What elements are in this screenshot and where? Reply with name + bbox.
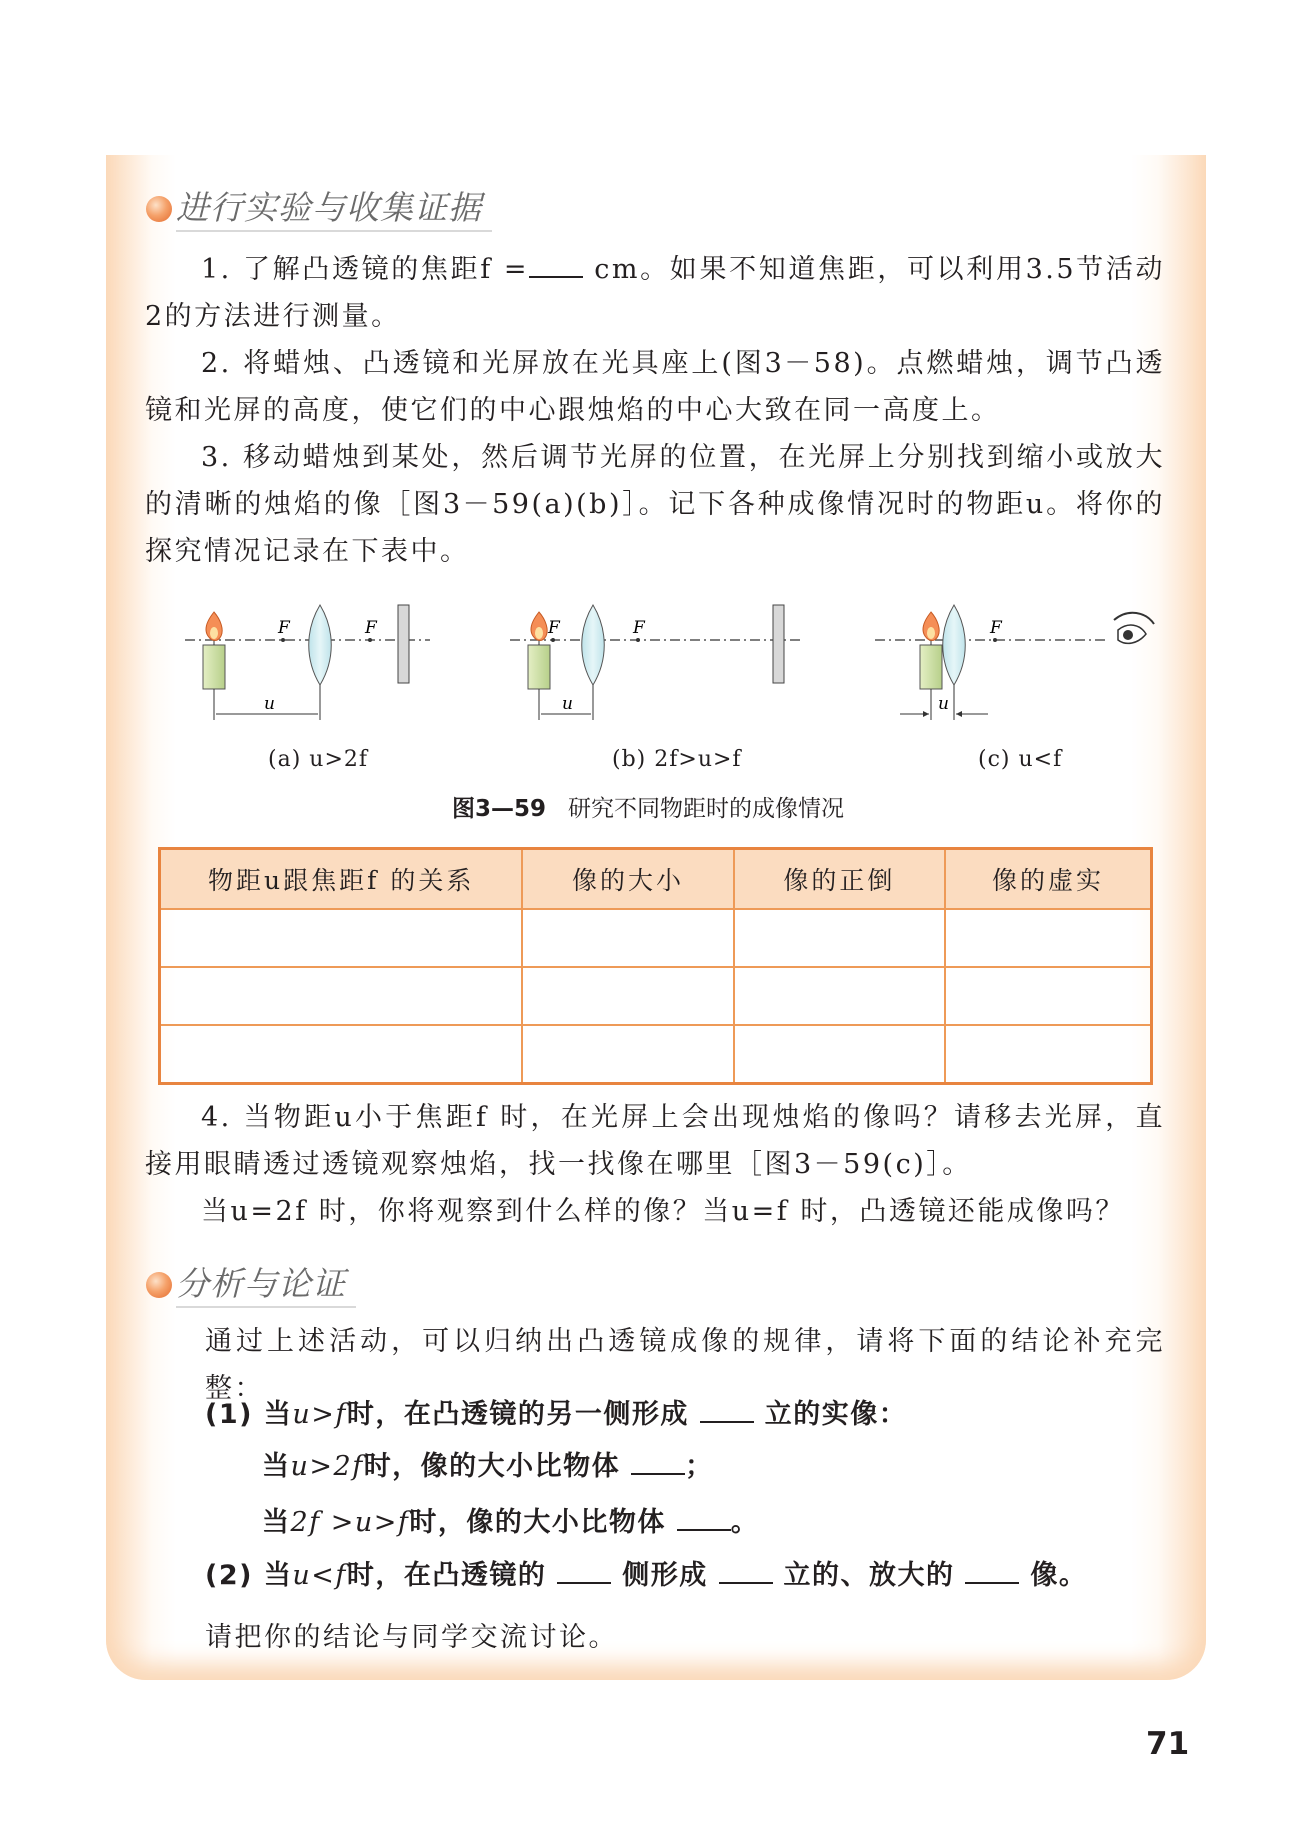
record-table bbox=[158, 847, 1153, 1085]
diagram-a bbox=[185, 605, 430, 720]
convex-lens-icon bbox=[309, 605, 332, 685]
step-2: 2. 将蜡烛、凸透镜和光屏放在光具座上(图3－58)。点燃蜡烛，调节凸透镜和光屏的高度，使它们的中心跟烛焰的中心大致在同一高度上。 bbox=[145, 348, 1165, 426]
step-4-text bbox=[145, 1094, 1165, 1235]
answer-blank[interactable] bbox=[631, 1449, 685, 1475]
diagram-c bbox=[875, 605, 1154, 720]
convex-lens-icon bbox=[582, 605, 605, 685]
table-cell[interactable] bbox=[522, 909, 733, 967]
svg-text:F: F bbox=[548, 618, 560, 638]
table-header-cell: 像的正倒 bbox=[734, 849, 945, 910]
step-3: 3. 移动蜡烛到某处，然后调节光屏的位置，在光屏上分别找到缩小或放大的清晰的烛焰的像［图3－59(a)(b)］。记下各种成像情况时的物距u。将你的探究情况记录在下表中。 bbox=[145, 442, 1165, 567]
eye-icon bbox=[1114, 613, 1154, 644]
sub-caption-b: (b) 2f>u>f bbox=[612, 747, 742, 772]
figure-caption bbox=[452, 790, 844, 823]
conclusion-line-4: (2) 当u<f时，在凸透镜的 侧形成 立的、放大的 像。 bbox=[205, 1560, 1088, 1591]
conclusion-line-1: (1) 当u>f时，在凸透镜的另一侧形成 立的实像： bbox=[205, 1399, 908, 1430]
bullet-dot-icon bbox=[146, 1272, 172, 1298]
table-cell[interactable] bbox=[945, 1025, 1151, 1084]
table-cell[interactable] bbox=[734, 1025, 945, 1084]
closing-text: 请把你的结论与同学交流讨论。 bbox=[205, 1622, 618, 1653]
candle-icon bbox=[203, 645, 225, 689]
analysis-intro: 通过上述活动，可以归纳出凸透镜成像的规律，请将下面的结论补充完整： bbox=[205, 1326, 1165, 1404]
svg-text:F: F bbox=[633, 618, 645, 638]
table-row bbox=[160, 967, 1152, 1025]
answer-blank[interactable] bbox=[529, 252, 583, 278]
svg-text:u: u bbox=[562, 694, 573, 714]
step-1: 1. 了解凸透镜的焦距f = cm。如果不知道焦距，可以利用3.5节活动2的方法进行测量。 bbox=[145, 254, 1165, 332]
table-cell[interactable] bbox=[522, 967, 733, 1025]
section-title: 分析与论证 bbox=[176, 1262, 356, 1308]
section-heading-analysis bbox=[146, 1262, 356, 1308]
table-cell[interactable] bbox=[945, 909, 1151, 967]
section-heading-experiment bbox=[146, 186, 492, 232]
page-number: 71 bbox=[1146, 1726, 1190, 1762]
table-header-row bbox=[160, 849, 1152, 910]
conclusion-line-2: 当u>2f时，像的大小比物体 ； bbox=[262, 1451, 714, 1482]
table-cell[interactable] bbox=[160, 1025, 523, 1084]
table-cell[interactable] bbox=[160, 909, 523, 967]
table-cell[interactable] bbox=[522, 1025, 733, 1084]
conclusion-line-3: 当2f >u>f时，像的大小比物体 。 bbox=[262, 1507, 760, 1538]
figure-3-59-diagrams bbox=[180, 600, 1180, 745]
answer-blank[interactable] bbox=[677, 1505, 731, 1531]
bullet-dot-icon bbox=[146, 196, 172, 222]
step-4-question: 当u=2f 时，你将观察到什么样的像？当u=f 时，凸透镜还能成像吗？ bbox=[201, 1196, 1125, 1227]
table-header-cell: 像的大小 bbox=[522, 849, 733, 910]
svg-text:u: u bbox=[938, 694, 949, 714]
table-header-cell: 物距u跟焦距f 的关系 bbox=[160, 849, 523, 910]
candle-icon bbox=[528, 645, 550, 689]
section-title: 进行实验与收集证据 bbox=[176, 186, 492, 232]
sub-caption-c: (c) u<f bbox=[978, 747, 1063, 772]
step-4: 4. 当物距u小于焦距f 时，在光屏上会出现烛焰的像吗？请移去光屏，直接用眼睛透过透镜观察烛焰，找一找像在哪里［图3－59(c)］。 bbox=[145, 1102, 1165, 1180]
steps-text bbox=[145, 246, 1165, 575]
candle-icon bbox=[920, 645, 942, 689]
convex-lens-icon bbox=[943, 605, 966, 685]
svg-text:F: F bbox=[365, 618, 377, 638]
svg-text:F: F bbox=[990, 618, 1002, 638]
answer-blank[interactable] bbox=[557, 1558, 611, 1584]
screen-icon bbox=[398, 605, 409, 683]
table-cell[interactable] bbox=[945, 967, 1151, 1025]
table-header-cell: 像的虚实 bbox=[945, 849, 1151, 910]
figure-caption-text: 研究不同物距时的成像情况 bbox=[568, 796, 845, 822]
answer-blank[interactable] bbox=[700, 1397, 754, 1423]
figure-number: 图3—59 bbox=[452, 796, 547, 822]
answer-blank[interactable] bbox=[965, 1558, 1019, 1584]
table-cell[interactable] bbox=[734, 967, 945, 1025]
table-cell[interactable] bbox=[160, 967, 523, 1025]
table-row bbox=[160, 909, 1152, 967]
table-cell[interactable] bbox=[734, 909, 945, 967]
screen-icon bbox=[773, 605, 784, 683]
svg-text:u: u bbox=[264, 694, 275, 714]
diagram-b bbox=[510, 605, 800, 720]
sub-caption-a: (a) u>2f bbox=[268, 747, 369, 772]
svg-text:F: F bbox=[278, 618, 290, 638]
answer-blank[interactable] bbox=[719, 1558, 773, 1584]
table-row bbox=[160, 1025, 1152, 1084]
